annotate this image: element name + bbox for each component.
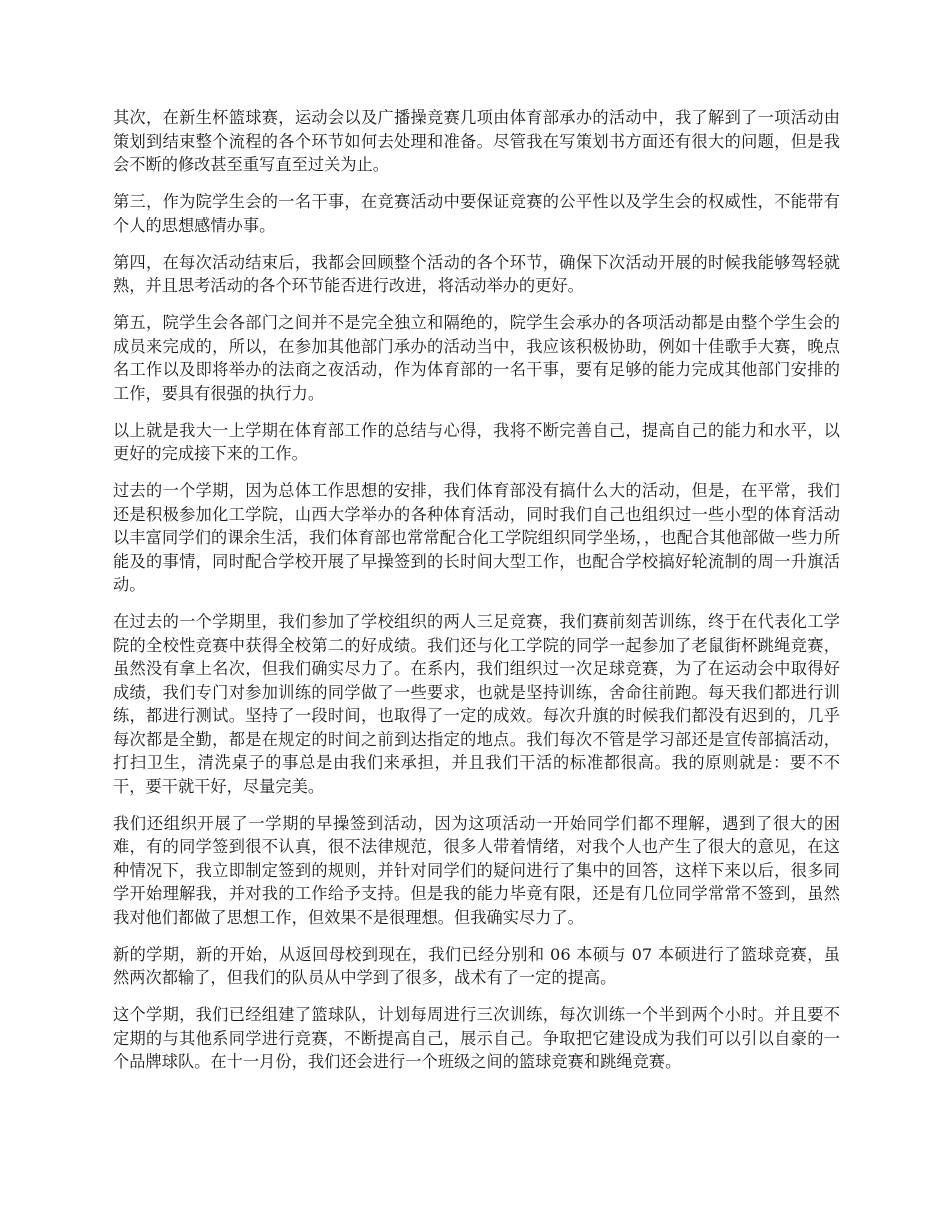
- paragraph-1: 其次，在新生杯篮球赛，运动会以及广播操竞赛几项由体育部承办的活动中，我了解到了一项活动由策划到结束整个流程的各个环节如何去处理和准备。尽管我在写策划书方面还有很大的问题，但是我会不断的修改甚至重写直至过关为止。: [113, 108, 840, 174]
- paragraph-3: 第四，在每次活动结束后，我都会回顾整个活动的各个环节，确保下次活动开展的时候我能够驾轻就熟，并且思考活动的各个环节能否进行改进，将活动举办的更好。: [113, 252, 840, 295]
- paragraph-5: 以上就是我大一上学期在体育部工作的总结与心得，我将不断完善自己，提高自己的能力和水平，以更好的完成接下来的工作。: [113, 420, 840, 463]
- paragraph-8: 我们还组织开展了一学期的早操签到活动，因为这项活动一开始同学们都不理解，遇到了很大的困难，有的同学签到很不认真，很不法律规范，很多人带着情绪，对我个人也产生了很大的意见，在这种情况下，我立即制定签到的规则，并针对同学们的疑问进行了集中的回答，这样下来以后，很多同学开始理解我，并对我的工作给予支持。但是我的能力毕竟有限，还是有几位同学常常不签到，虽然我对他们都做了思想工作，但效果不是很理想。但我确实尽力了。: [113, 813, 840, 927]
- paragraph-6: 过去的一个学期，因为总体工作思想的安排，我们体育部没有搞什么大的活动，但是，在平常，我们还是积极参加化工学院，山西大学举办的各种体育活动，同时我们自己也组织过一些小型的体育活动以丰富同学们的课余生活，我们体育部也常常配合化工学院组织同学坐场，，也配合其他部做一些力所能及的事情，同时配合学校开展了早操签到的长时间大型工作，也配合学校搞好轮流制的周一升旗活动。: [113, 481, 840, 594]
- paragraph-2: 第三，作为院学生会的一名干事，在竞赛活动中要保证竞赛的公平性以及学生会的权威性，不能带有个人的思想感情办事。: [113, 192, 840, 235]
- paragraph-10: 这个学期，我们已经组建了篮球队，计划每周进行三次训练，每次训练一个半到两个小时。并且要不定期的与其他系同学进行竞赛，不断提高自己，展示自己。争取把它建设成为我们可以引以自豪的一个品牌球队。在十一月份，我们还会进行一个班级之间的篮球竞赛和跳绳竞赛。: [113, 1005, 840, 1071]
- paragraph-9: 新的学期，新的开始，从返回母校到现在，我们已经分别和 06 本硕与 07 本硕进行了篮球竞赛，虽然两次都输了，但我们的队员从中学到了很多，战术有了一定的提高。: [113, 944, 840, 987]
- paragraph-4: 第五，院学生会各部门之间并不是完全独立和隔绝的，院学生会承办的各项活动都是由整个学生会的成员来完成的，所以，在参加其他部门承办的活动当中，我应该积极协助，例如十佳歌手大赛，晚点名工作以及即将举办的法商之夜活动，作为体育部的一名干事，要有足够的能力完成其他部门安排的工作，要具有很强的执行力。: [113, 313, 840, 403]
- paragraph-7: 在过去的一个学期里，我们参加了学校组织的两人三足竞赛，我们赛前刻苦训练，终于在代表化工学院的全校性竞赛中获得全校第二的好成绩。我们还与化工学院的同学一起参加了老鼠街杯跳绳竞赛，虽然没有拿上名次，但我们确实尽力了。在系内，我们组织过一次足球竞赛，为了在运动会中取得好成绩，我们专门对参加训练的同学做了一些要求，也就是坚持训练，舍命往前跑。每天我们都进行训练，都进行测试。坚持了一段时间，也取得了一定的成效。每次升旗的时候我们都没有迟到的，几乎每次都是全勤，都是在规定的时间之前到达指定的地点。我们每次不管是学习部还是宣传部搞活动，打扫卫生，清洗桌子的事总是由我们来承担，并且我们干活的标准都很高。我的原则就是：要不不干，要干就干好，尽量完美。: [113, 612, 840, 796]
- document-body: [113, 106, 840, 1087]
